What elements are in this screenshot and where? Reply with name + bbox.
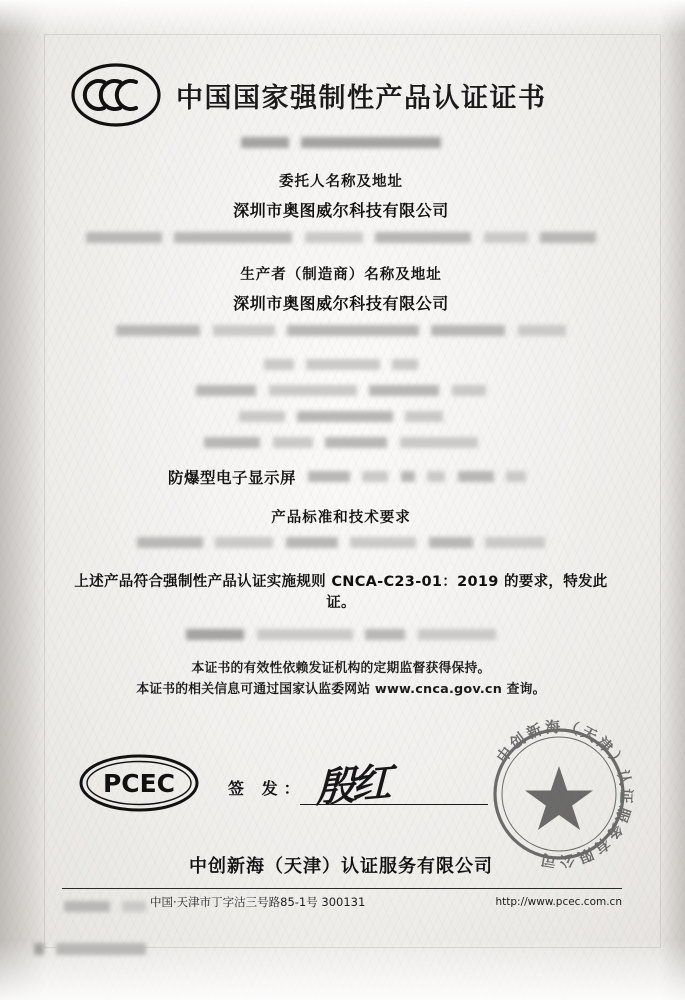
redaction-block xyxy=(362,471,388,482)
redaction-block xyxy=(215,537,273,548)
footer-left-redacted xyxy=(60,898,150,916)
redaction-block xyxy=(116,325,200,336)
inquiry-note xyxy=(60,679,622,700)
bottom-margin-redacted xyxy=(30,940,150,958)
ccc-logo-icon xyxy=(70,62,162,128)
standards-label: 产品标准和技术要求 xyxy=(271,510,411,526)
redaction-block xyxy=(540,232,596,243)
pcec-logo-icon xyxy=(78,752,200,814)
redaction-block xyxy=(308,471,350,482)
inquiry-note-prefix: 本证书的相关信息可通过国家认监委网站 xyxy=(136,682,375,697)
redaction-block xyxy=(301,137,441,148)
redaction-block xyxy=(305,232,363,243)
footer-address: 中国·天津市丁字沽三号路85-1号 300131 xyxy=(150,895,366,909)
redaction-block xyxy=(506,471,526,482)
validity-note: 本证书的有效性依赖发证机构的定期监督获得保持。 xyxy=(191,661,491,676)
redaction-block xyxy=(365,629,405,640)
redaction-block xyxy=(174,232,292,243)
inquiry-note-suffix: 查询。 xyxy=(502,682,546,697)
redaction-block xyxy=(34,943,44,955)
certificate-header xyxy=(70,60,610,130)
redaction-block xyxy=(86,232,162,243)
redaction-block xyxy=(431,325,505,336)
manufacturer-name: 深圳市奥图威尔科技有限公司 xyxy=(233,294,449,313)
redaction-block xyxy=(429,537,473,548)
product-name-row xyxy=(60,466,622,488)
standards-value-redacted xyxy=(60,534,622,552)
redaction-block xyxy=(392,359,418,370)
product-name: 防爆型电子显示屏 xyxy=(168,469,297,487)
redaction-block xyxy=(375,232,471,243)
redaction-block xyxy=(64,901,110,912)
redaction-block xyxy=(401,471,415,482)
paper-edge-left-shadow xyxy=(0,0,48,1000)
page-title: 中国国家强制性产品认证证书 xyxy=(176,82,547,114)
redaction-block xyxy=(350,537,416,548)
redaction-block xyxy=(306,359,380,370)
redaction-block xyxy=(518,325,566,336)
signature-area xyxy=(60,717,636,871)
redaction-block xyxy=(56,943,146,955)
redaction-block xyxy=(137,537,203,548)
handwritten-signature: 殷红 xyxy=(315,758,389,813)
manufacturer-address-redacted xyxy=(60,322,622,340)
paper-edge-right-shadow xyxy=(659,0,685,1000)
redaction-block xyxy=(400,437,478,448)
redacted-details-block xyxy=(60,356,622,452)
svg-text:中创新海（天津）认证服务有限公司: 中创新海（天津）认证服务有限公司 xyxy=(492,717,636,871)
redaction-block xyxy=(405,411,443,422)
conformity-statement: 上述产品符合强制性产品认证实施规则 CNCA-C23-01：2019 的要求，特发此证。 xyxy=(74,574,608,611)
applicant-name: 深圳市奥图威尔科技有限公司 xyxy=(233,201,449,220)
redaction-block xyxy=(485,537,545,548)
signature-label: 签 发： xyxy=(228,779,306,798)
redacted-details-line xyxy=(60,408,622,426)
redaction-block xyxy=(286,537,338,548)
applicant-label: 委托人名称及地址 xyxy=(279,174,403,190)
redaction-block xyxy=(213,325,275,336)
redaction-block xyxy=(458,471,494,482)
redaction-block xyxy=(239,411,285,422)
redaction-block xyxy=(325,437,387,448)
issue-date-redacted xyxy=(60,626,622,644)
redaction-block xyxy=(452,385,486,396)
issuer-name: 中创新海（天津）认证服务有限公司 xyxy=(189,856,493,877)
redaction-block xyxy=(484,232,528,243)
redaction-block xyxy=(273,437,313,448)
redacted-details-line xyxy=(60,434,622,452)
paper-edge-top-highlight xyxy=(0,0,685,34)
redaction-block xyxy=(269,385,357,396)
redaction-block xyxy=(241,137,289,148)
svg-text:PCEC: PCEC xyxy=(102,769,176,798)
redaction-block xyxy=(369,385,439,396)
signature-underline xyxy=(300,804,488,805)
redaction-block xyxy=(196,385,256,396)
redaction-block xyxy=(186,629,244,640)
redaction-block xyxy=(264,359,294,370)
redaction-block xyxy=(287,325,419,336)
product-model-redacted xyxy=(304,468,530,486)
certificate-number-redacted xyxy=(60,134,622,152)
redaction-block xyxy=(427,471,445,482)
certificate-body xyxy=(60,134,622,700)
redaction-block xyxy=(204,437,260,448)
footer-website[interactable]: http://www.pcec.com.cn xyxy=(495,896,622,908)
cnca-website-link[interactable]: www.cnca.gov.cn xyxy=(374,682,503,697)
redaction-block xyxy=(297,411,393,422)
redacted-details-line xyxy=(60,382,622,400)
redaction-block xyxy=(418,629,496,640)
footer-divider xyxy=(62,888,622,889)
redaction-block xyxy=(257,629,353,640)
redacted-details-line xyxy=(60,356,622,374)
redaction-block xyxy=(122,901,146,912)
manufacturer-label: 生产者（制造商）名称及地址 xyxy=(240,267,442,283)
applicant-address-redacted xyxy=(60,229,622,247)
